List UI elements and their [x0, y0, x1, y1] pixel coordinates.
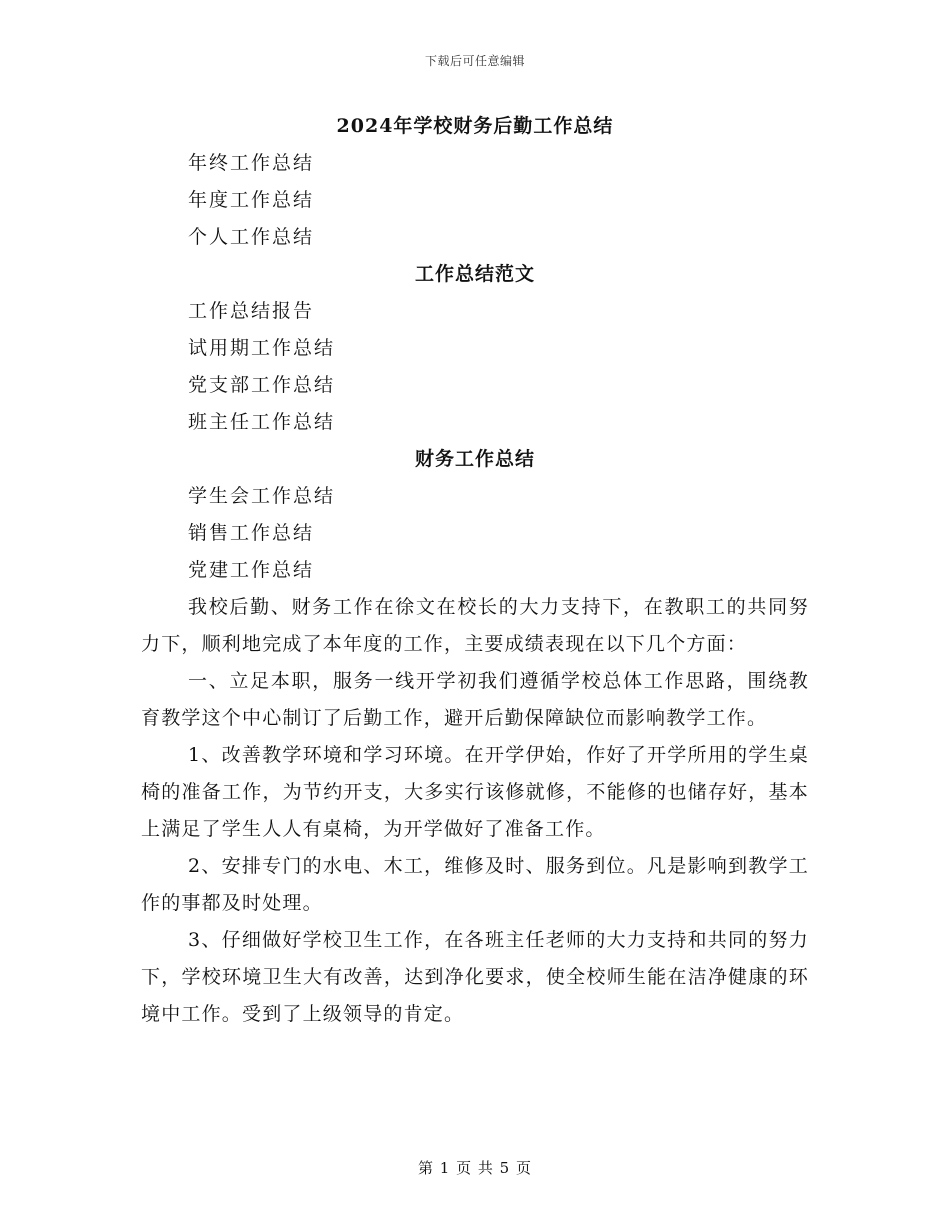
header-edit-note: 下载后可任意编辑 [424, 54, 525, 68]
body-paragraph-point-1: 一、立足本职，服务一线开学初我们遵循学校总体工作思路，围绕教育教学这个中心制订了后勤工作，避开后勤保障缺位而影响教学工作。 [141, 670, 809, 729]
section-title-sample-texts: 工作总结范文 [414, 263, 535, 285]
related-link-head-teacher-summary[interactable]: 班主任工作总结 [188, 411, 336, 433]
body-paragraphs [141, 589, 809, 1033]
related-links-group-3 [141, 478, 809, 589]
document-title: 2024年学校财务后勤工作总结 [336, 115, 614, 137]
related-link-summary-report[interactable]: 工作总结报告 [188, 300, 315, 322]
related-link-party-branch-summary[interactable]: 党支部工作总结 [188, 374, 336, 396]
body-paragraph-item-2: 2、安排专门的水电、木工，维修及时、服务到位。凡是影响到教学工作的事都及时处理。 [141, 855, 809, 914]
section-title-finance-summary: 财务工作总结 [414, 448, 535, 470]
related-link-student-union-summary[interactable]: 学生会工作总结 [188, 485, 336, 507]
body-paragraph-item-1: 1、改善教学环境和学习环境。在开学伊始，作好了开学所用的学生桌椅的准备工作，为节约开支，大多实行该修就修，不能修的也储存好，基本上满足了学生人人有桌椅，为开学做好了准备工作。 [141, 744, 809, 840]
related-link-probation-summary[interactable]: 试用期工作总结 [188, 337, 336, 359]
page-number-indicator: 第 1 页 共 5 页 [418, 1159, 532, 1177]
document-body [141, 108, 809, 1033]
related-links-group-1 [141, 145, 809, 256]
related-link-party-building-summary[interactable]: 党建工作总结 [188, 559, 315, 581]
body-paragraph-intro: 我校后勤、财务工作在徐文在校长的大力支持下，在教职工的共同努力下，顺利地完成了本年度的工作，主要成绩表现在以下几个方面： [141, 596, 809, 655]
related-link-personal-summary[interactable]: 个人工作总结 [188, 226, 315, 248]
related-link-year-end-summary[interactable]: 年终工作总结 [188, 152, 315, 174]
related-link-annual-summary[interactable]: 年度工作总结 [188, 189, 315, 211]
related-links-group-2 [141, 293, 809, 441]
related-link-sales-summary[interactable]: 销售工作总结 [188, 522, 315, 544]
body-paragraph-item-3: 3、仔细做好学校卫生工作，在各班主任老师的大力支持和共同的努力下，学校环境卫生大有改善，达到净化要求，使全校师生能在洁净健康的环境中工作。受到了上级领导的肯定。 [141, 929, 809, 1025]
